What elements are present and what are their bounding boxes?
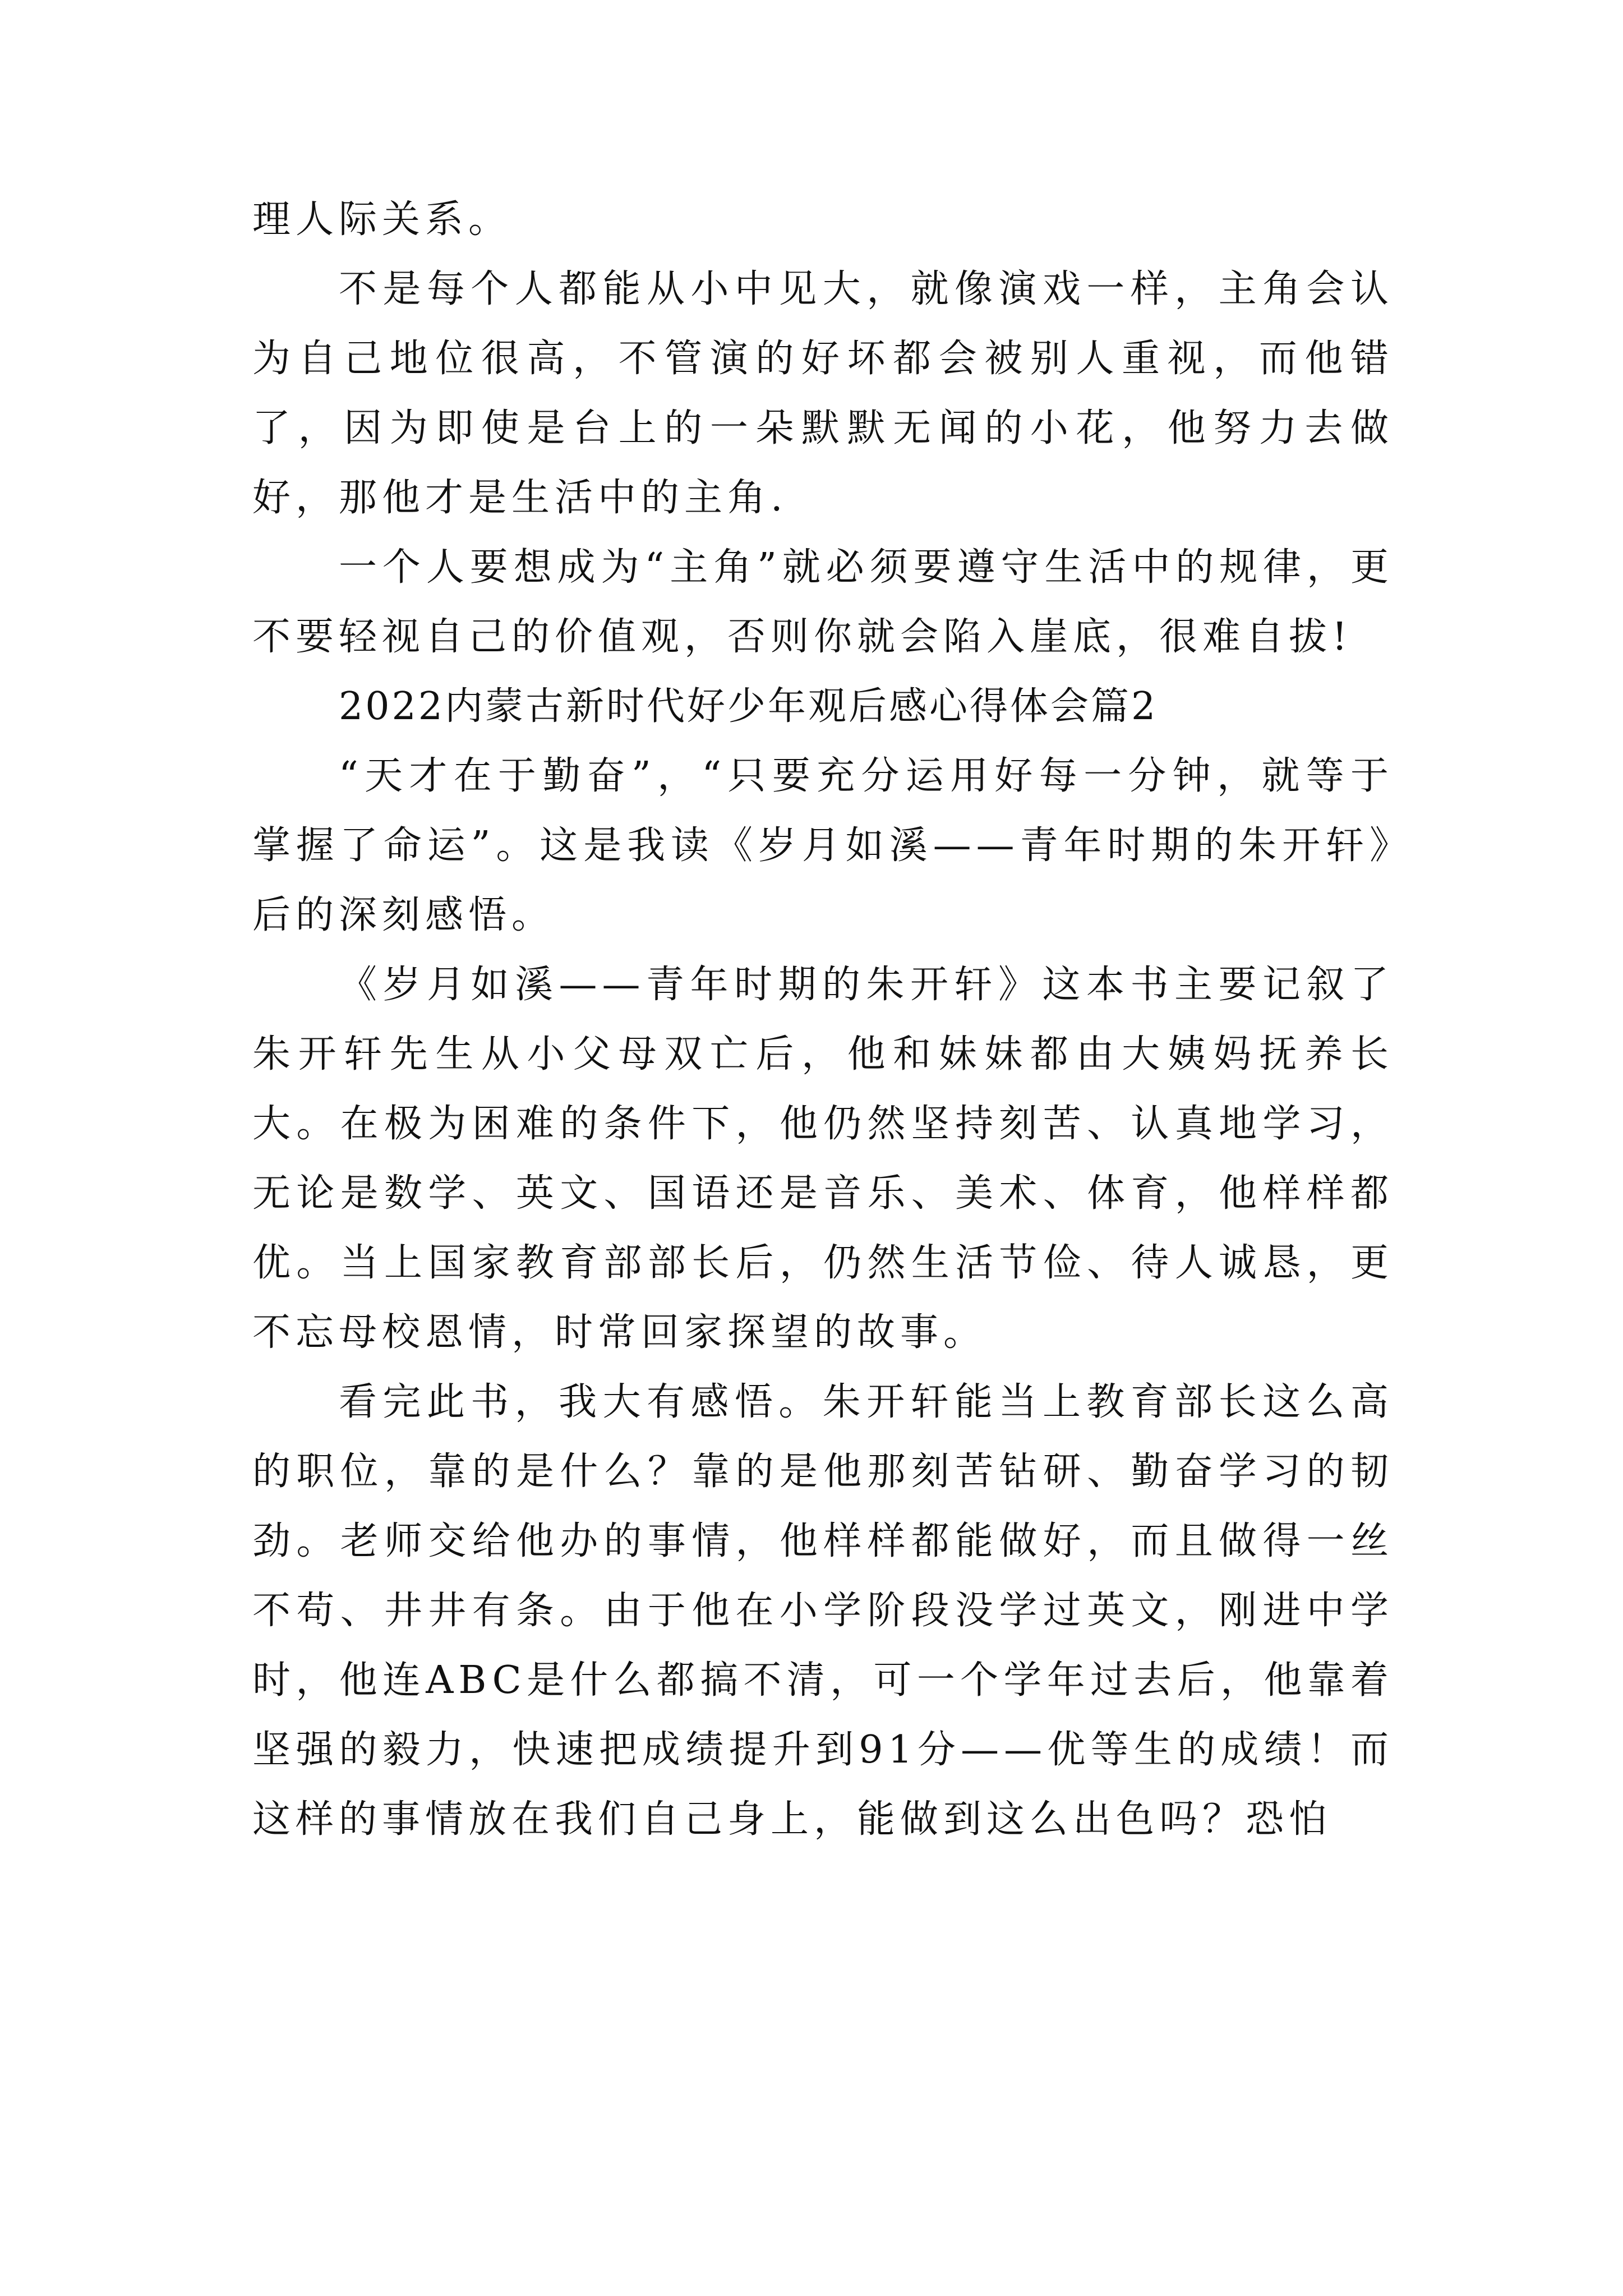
paragraph-quote-intro: “天才在于勤奋”，“只要充分运用好每一分钟，就等于掌握了命运”。这是我读《岁月如溪——青年时期的朱开轩》后的深刻感悟。 bbox=[252, 754, 1394, 937]
paragraph-rules-of-life: 一个人要想成为“主角”就必须要遵守生活中的规律，更不要轻视自己的价值观，否则你就会陷入崖底，很难自拔! bbox=[252, 545, 1394, 659]
section-heading: 2022内蒙古新时代好少年观后感心得体会篇2 bbox=[339, 684, 1158, 729]
paragraph-reflection: 看完此书，我大有感悟。朱开轩能当上教育部长这么高的职位，靠的是什么？靠的是他那刻苦钻研、勤奋学习的韧劲。老师交给他办的事情，他样样都能做好，而且做得一丝不苟、井井有条。由于他在小学阶段没学过英文，刚进中学时，他连ABC是什么都搞不清，可一个学年过去后，他靠着坚强的毅力，快速把成绩提升到91分——优等生的成绩！而这样的事情放在我们自己身上，能做到这么出色吗？恐怕 bbox=[252, 1380, 1394, 1842]
paragraph-book-summary: 《岁月如溪——青年时期的朱开轩》这本书主要记叙了朱开轩先生从小父母双亡后，他和妹妹都由大姨妈抚养长大。在极为困难的条件下，他仍然坚持刻苦、认真地学习，无论是数学、英文、国语还是音乐、美术、体育，他样样都优。当上国家教育部部长后，仍然生活节俭、待人诚恳，更不忘母校恩情，时常回家探望的故事。 bbox=[252, 963, 1394, 1355]
document-body bbox=[252, 185, 1394, 1855]
paragraph-continuation: 理人际关系。 bbox=[252, 197, 512, 242]
paragraph-protagonist: 不是每个人都能从小中见大，就像演戏一样，主角会认为自己地位很高，不管演的好坏都会被别人重视，而他错了，因为即使是台上的一朵默默无闻的小花，他努力去做好，那他才是生活中的主角. bbox=[252, 267, 1394, 520]
